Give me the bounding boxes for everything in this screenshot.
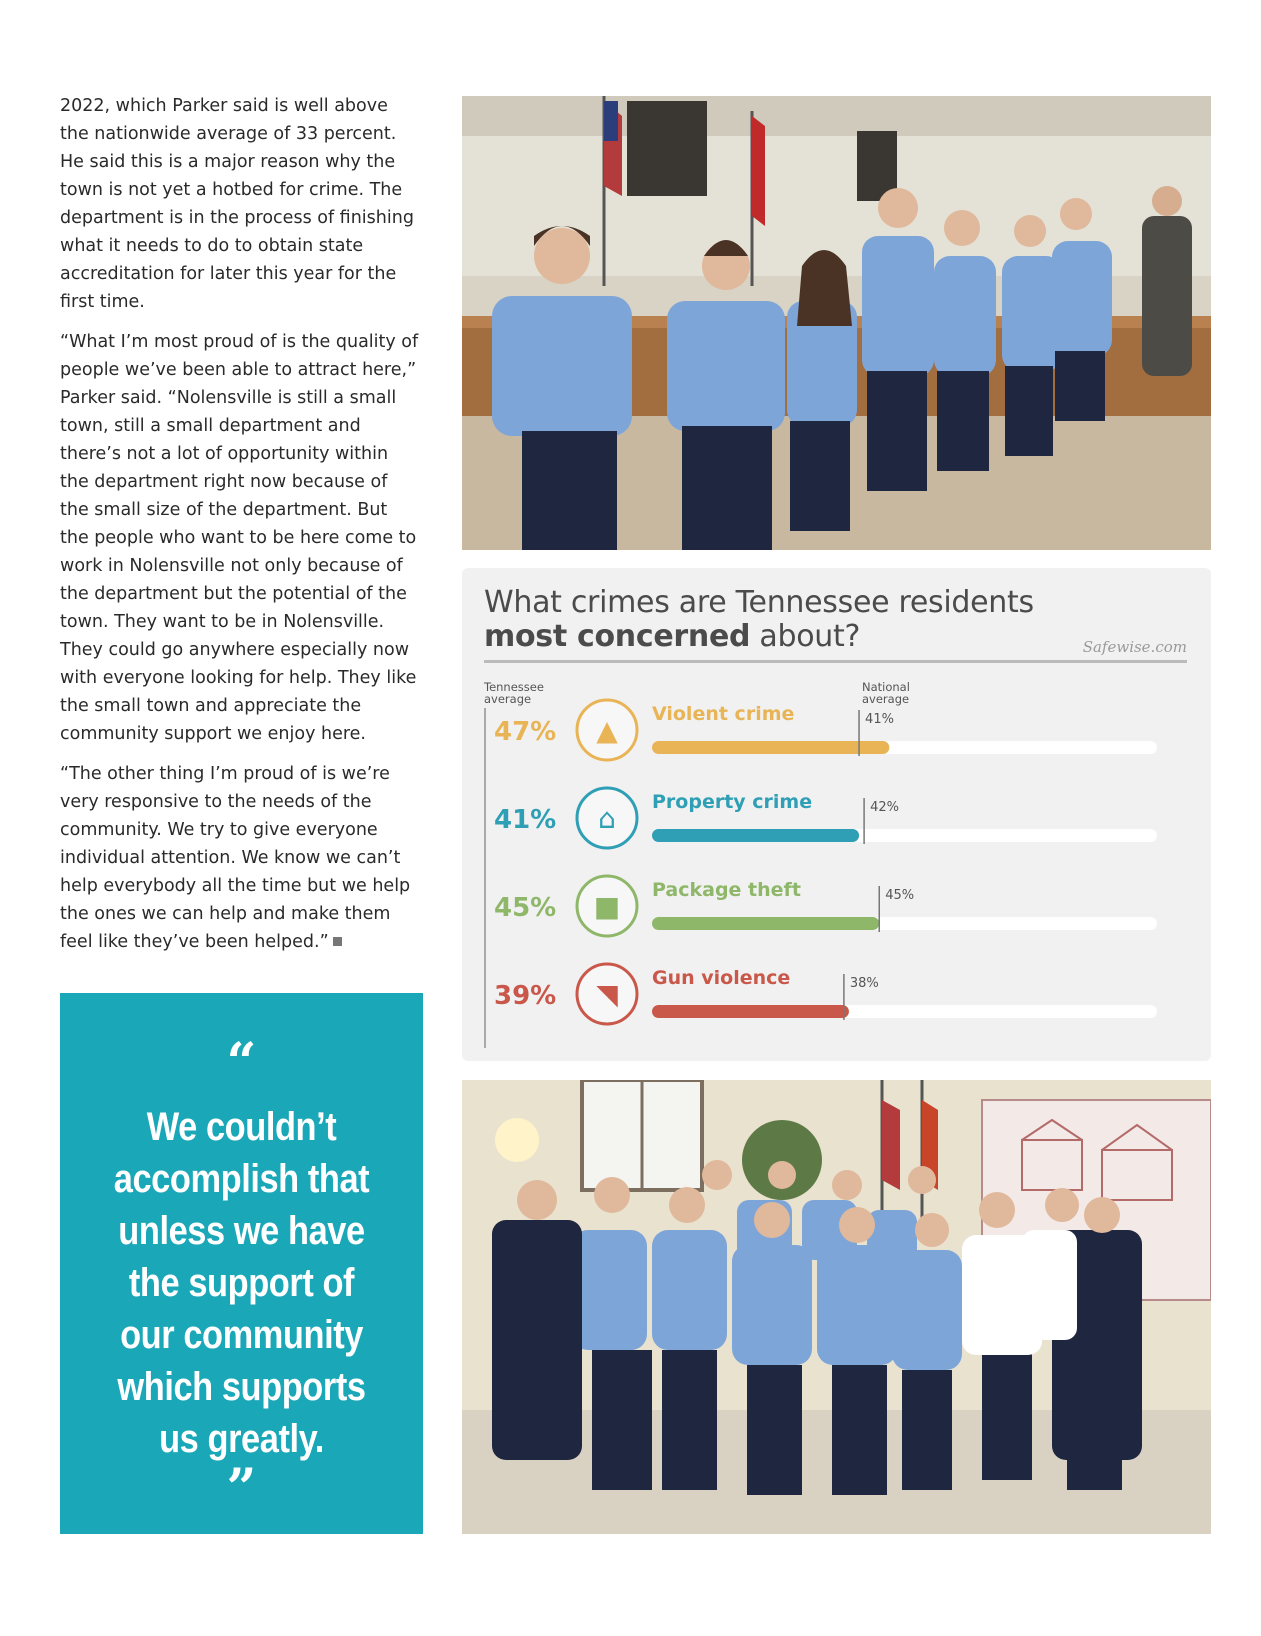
photo-fire-department-group bbox=[462, 1080, 1211, 1534]
title-part-1: What crimes are Tennessee residents bbox=[484, 585, 1034, 620]
close-quote-mark: ” bbox=[226, 1458, 257, 1519]
violent-crime-tennessee-bar bbox=[652, 741, 889, 754]
gun-violence-national-value: 38% bbox=[849, 976, 879, 991]
end-mark-icon bbox=[333, 937, 342, 946]
package-theft-label: Package theft bbox=[652, 879, 801, 901]
article-paragraph-2: “What I’m most proud of is the quality of people we’ve been able to attract here,” Parker said. “Nolensville is still a small town, still a small department and there’s not a lot of opportunity within the department right now because of the small size of the department. But the people who want to be here come to work in Nolensville not only because of the department but the potential of the town. They want to be in Nolensville. They could go anywhere especially now with everyone looking for help. They like the small town and appreciate the community support we enjoy here. bbox=[60, 332, 419, 744]
package-theft-tennessee-value: 45% bbox=[494, 893, 557, 923]
property-crime-label: Property crime bbox=[652, 791, 813, 813]
source-label: Safewise.com bbox=[1082, 638, 1187, 656]
article-paragraph-3-text: “The other thing I’m proud of is we’re very responsive to the needs of the community. We try to give everyone individual attention. We know we can’t help everybody all the time but we help the ones we can help and make them feel like they’ve been helped.” bbox=[60, 764, 411, 952]
violent-crime-national-value: 41% bbox=[865, 712, 894, 727]
gun-icon-glyph: ◥ bbox=[596, 978, 618, 1011]
property-crime-tennessee-value: 41% bbox=[494, 805, 557, 835]
title-part-2: about? bbox=[750, 619, 861, 654]
violent-crime-label: Violent crime bbox=[652, 703, 795, 725]
gun-violence-label: Gun violence bbox=[652, 967, 791, 989]
article-paragraph-1: 2022, which Parker said is well above the nationwide average of 33 percent. He said this is a major reason why the town is not yet a hotbed for crime. The department is in the process of finishing what it needs to do to obtain state accreditation for later this year for the first time. bbox=[60, 96, 414, 312]
siren-icon-glyph: ▲ bbox=[596, 714, 618, 747]
violent-crime-tennessee-value: 47% bbox=[494, 717, 557, 747]
tennessee-average-key: Tennessee average bbox=[484, 680, 544, 706]
package-theft-tennessee-bar bbox=[652, 917, 879, 930]
property-crime-national-value: 42% bbox=[870, 800, 900, 815]
house-icon-glyph: ⌂ bbox=[598, 802, 616, 835]
pull-quote-text: We couldn’t accomplish that unless we have the support of our community which supports us greatly. bbox=[113, 1105, 370, 1461]
title-bold: most concerned bbox=[484, 619, 751, 654]
photo-firefighters-ceremony bbox=[462, 96, 1211, 550]
gun-violence-tennessee-value: 39% bbox=[494, 981, 557, 1011]
gun-violence-tennessee-bar bbox=[652, 1005, 849, 1018]
package-theft-national-value: 45% bbox=[885, 888, 915, 903]
chart-svg bbox=[462, 568, 1211, 1061]
open-quote-mark: “ bbox=[226, 1032, 257, 1093]
crime-concern-infographic bbox=[462, 568, 1211, 1061]
national-average-key: National average bbox=[862, 680, 910, 706]
package-icon-glyph: ■ bbox=[593, 890, 621, 923]
article-column bbox=[60, 92, 420, 968]
article-paragraph-3 bbox=[60, 760, 420, 956]
pull-quote bbox=[60, 993, 423, 1534]
property-crime-tennessee-bar bbox=[652, 829, 859, 842]
